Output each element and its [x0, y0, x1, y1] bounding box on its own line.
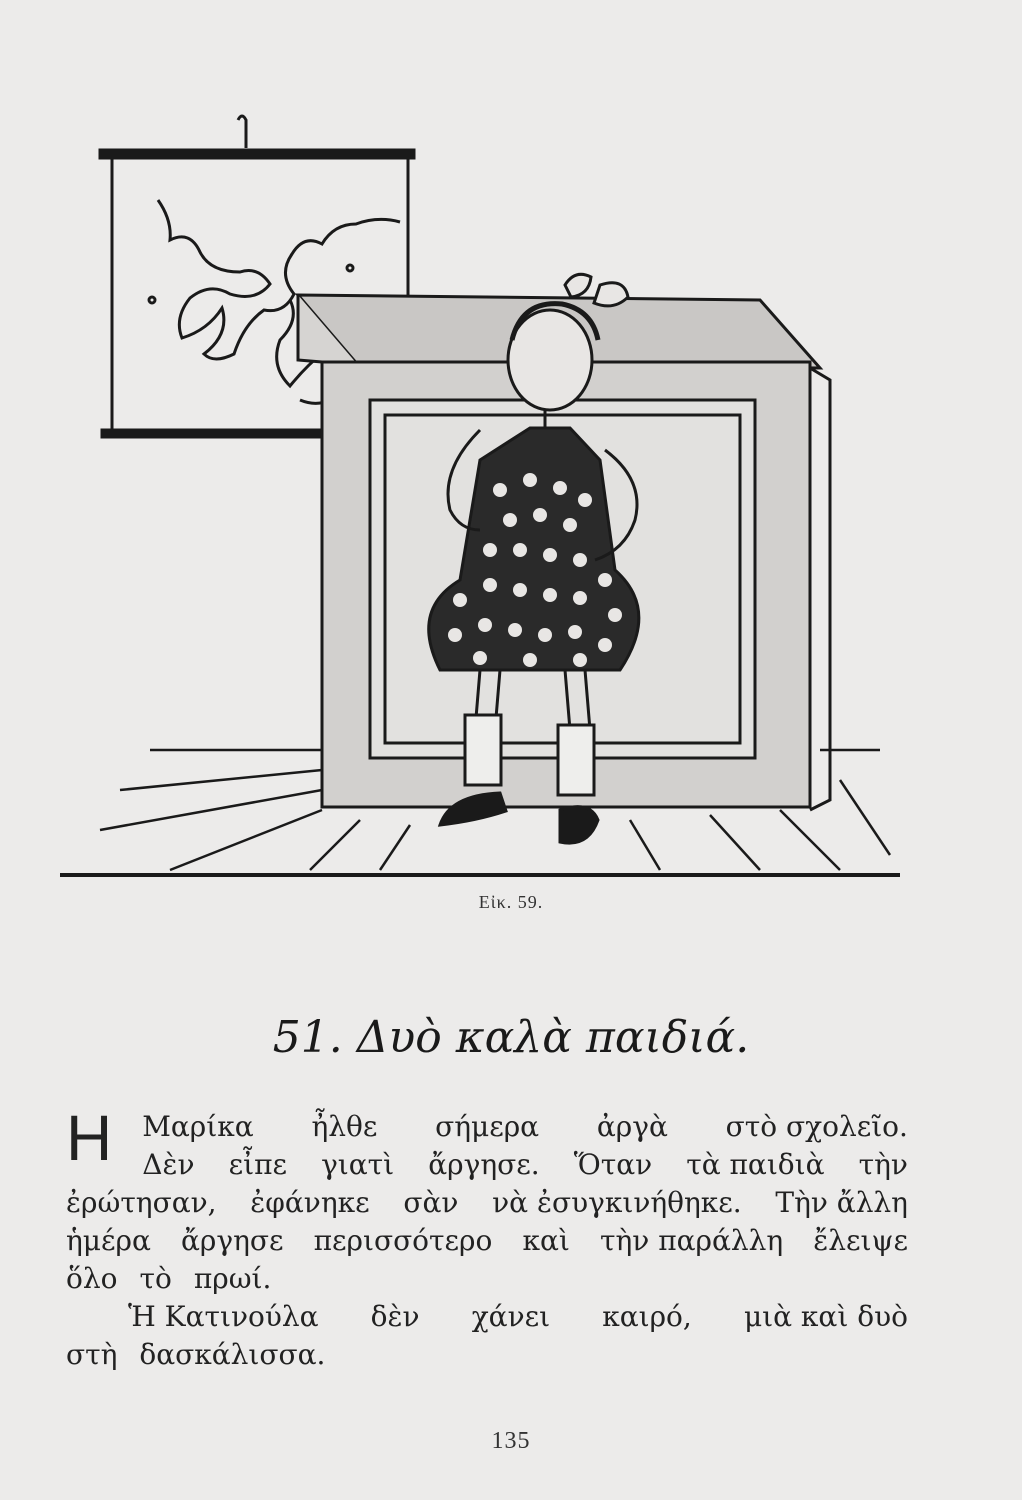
figure-caption: Εἰκ. 59. [478, 892, 544, 912]
text-line: Μαρίκα ἦλθε σήμερα ἀργὰ στὸ σχολεῖο. [142, 1110, 908, 1143]
drop-cap: Η [66, 1108, 113, 1174]
lesson-body [66, 1108, 908, 1374]
lesson-title: 51. Δυὸ καλὰ παιδιά. [272, 1012, 750, 1063]
text-line: ἐρώτησαν, ἐφάνηκε σὰν νὰ ἐσυγκινήθηκε. Τὴν ἄλλη [66, 1186, 908, 1219]
classroom-illustration [60, 110, 905, 885]
page-number: 135 [491, 1428, 531, 1454]
text-line: Δὲν εἶπε γιατὶ ἄργησε. Ὅταν τὰ παιδιὰ τὴν [142, 1148, 908, 1181]
text-line: στὴ δασκάλισσα. [66, 1338, 326, 1371]
paragraph-1 [66, 1108, 908, 1184]
text-line: ἡμέρα ἄργησε περισσότερο καὶ τὴν παράλλη ἔλειψε [66, 1224, 908, 1257]
text-line: Ἡ Κατινούλα δὲν χάνει καιρό, μιὰ καὶ δυὸ [128, 1300, 908, 1333]
text-line: ὅλο τὸ πρωί. [66, 1262, 272, 1295]
